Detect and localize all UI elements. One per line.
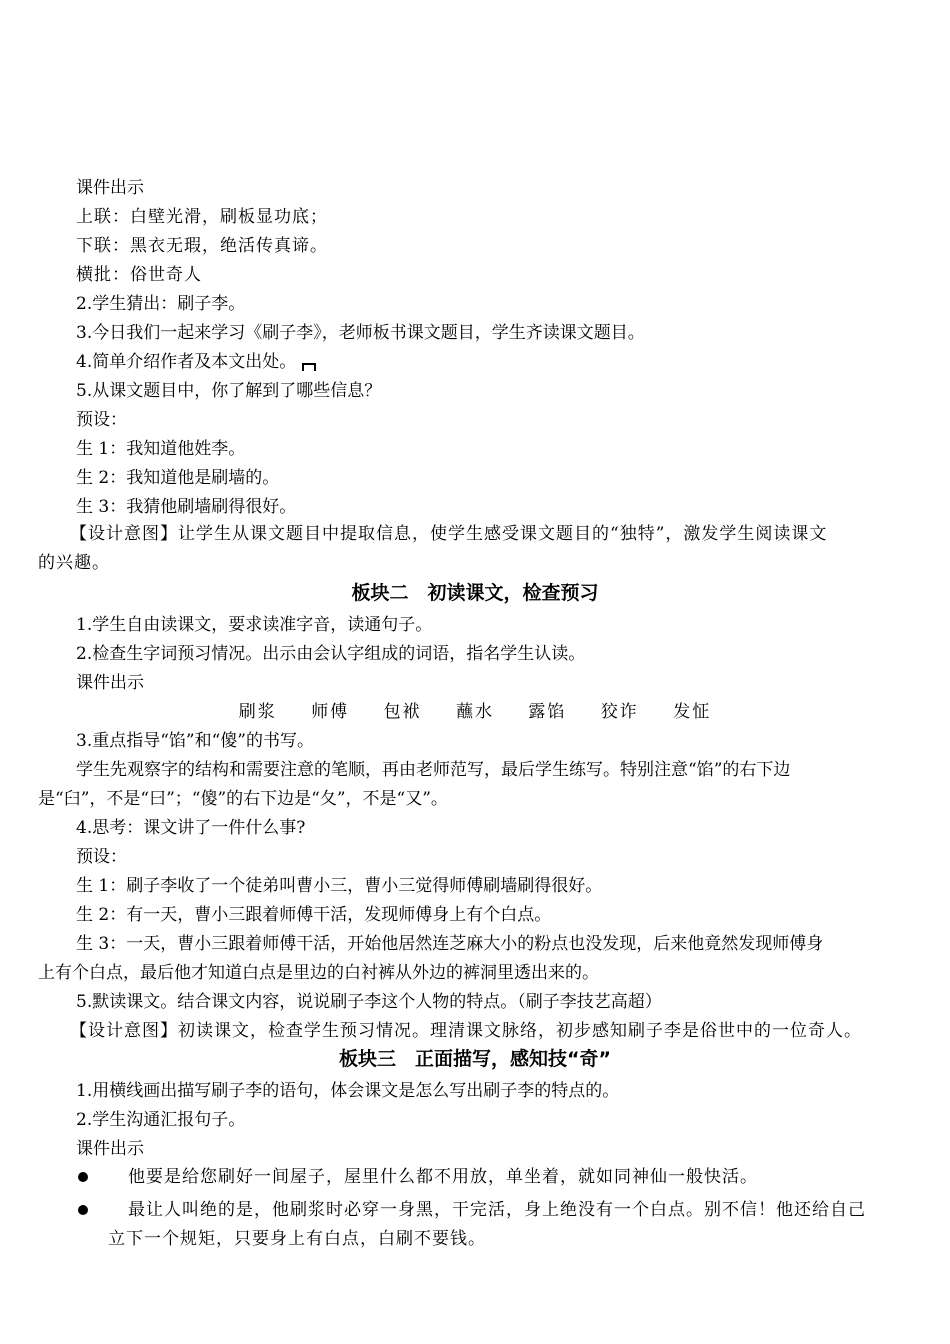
student-answer: 生 1：刷子李收了一个徒弟叫曹小三，曹小三觉得师傅刷墙刷得很好。	[76, 876, 603, 896]
student-answer: 生 1：我知道他姓李。	[76, 439, 246, 459]
student-answer-cont: 上有个白点，最后他才知道白点是里边的白衬裤从外边的裤洞里透出来的。	[38, 963, 599, 983]
vocabulary-list	[0, 700, 950, 724]
design-intent-cont: 的兴趣。	[38, 553, 110, 573]
paragraph: 1.学生自由读课文，要求读准字音，读通句子。	[76, 615, 433, 635]
bullet-icon	[78, 1205, 88, 1215]
paragraph: 1.用横线画出描写刷子李的语句，体会课文是怎么写出刷子李的特点的。	[76, 1081, 620, 1101]
courseware-label: 课件出示	[76, 178, 144, 198]
paragraph: 3.今日我们一起来学习《刷子李》，老师板书课文题目，学生齐读课文题目。	[76, 323, 645, 343]
vocabulary-word: 师傅	[311, 702, 350, 722]
paragraph	[76, 350, 316, 374]
vocabulary-word: 蘸水	[456, 702, 494, 722]
student-answer: 生 3：一天，曹小三跟着师傅干活，开始他居然连芝麻大小的粉点也没发现，后来他竟然发现师傅身	[76, 934, 824, 954]
vocabulary-word: 刷浆	[238, 702, 277, 722]
couplet-horizontal: 横批：俗世奇人	[76, 265, 202, 285]
bullet-icon	[78, 1172, 88, 1182]
paragraph: 5.从课文题目中，你了解到了哪些信息？	[76, 381, 382, 401]
student-answer: 生 3：我猜他刷墙刷得很好。	[76, 497, 297, 517]
preset-label: 预设：	[76, 410, 127, 430]
vocabulary-word: 发怔	[673, 702, 712, 722]
edit-mark-icon	[302, 363, 316, 371]
section-heading: 板块二 初读课文，检查预习	[351, 582, 599, 604]
student-answer: 生 2：我知道他是刷墙的。	[76, 468, 280, 488]
paragraph: 2.学生猜出：刷子李。	[76, 294, 246, 314]
quote-item-cont: 立下一个规矩，只要身上有白点，白刷不要钱。	[108, 1229, 486, 1249]
paragraph: 2.学生沟通汇报句子。	[76, 1110, 246, 1130]
vocabulary-word: 露馅	[528, 702, 567, 722]
student-answer: 生 2：有一天，曹小三跟着师傅干活，发现师傅身上有个白点。	[76, 905, 552, 925]
courseware-label: 课件出示	[76, 673, 144, 693]
paragraph: 4.思考：课文讲了一件什么事?	[76, 818, 306, 838]
couplet-lower: 下联：黑衣无瑕，绝活传真谛。	[76, 236, 328, 256]
couplet-upper: 上联：白壁光滑，刷板显功底；	[76, 207, 328, 227]
vocabulary-word: 狡诈	[600, 702, 639, 722]
quote-item: 最让人叫绝的是，他刷浆时必穿一身黑，干完活，身上绝没有一个白点。别不信！他还给自己	[128, 1200, 866, 1220]
paragraph: 学生先观察字的结构和需要注意的笔顺，再由老师范写，最后学生练写。特别注意“馅”的右下边	[76, 760, 791, 780]
design-intent: 【设计意图】初读课文，检查学生预习情况。理清课文脉络，初步感知刷子李是俗世中的一位奇人。	[70, 1021, 862, 1041]
paragraph: 5.默读课文。结合课文内容，说说刷子李这个人物的特点。（刷子李技艺高超）	[76, 992, 662, 1012]
paragraph: 2.检查生字词预习情况。出示由会认字组成的词语，指名学生认读。	[76, 644, 586, 664]
preset-label: 预设：	[76, 847, 127, 867]
courseware-label: 课件出示	[76, 1139, 144, 1159]
section-heading: 板块三 正面描写，感知技“奇”	[339, 1048, 611, 1070]
design-intent: 【设计意图】让学生从课文题目中提取信息，使学生感受课文题目的“独特”，激发学生阅读课文	[70, 524, 828, 544]
quote-item: 他要是给您刷好一间屋子，屋里什么都不用放，单坐着，就如同神仙一般快活。	[128, 1167, 758, 1187]
vocabulary-word: 包袱	[383, 702, 422, 722]
paragraph-cont: 是“臼”，不是“曰”；“傻”的右下边是“夂”，不是“又”。	[38, 789, 448, 809]
paragraph-text: 4.简单介绍作者及本文出处。	[76, 352, 297, 372]
paragraph: 3.重点指导“馅”和“傻”的书写。	[76, 731, 314, 751]
